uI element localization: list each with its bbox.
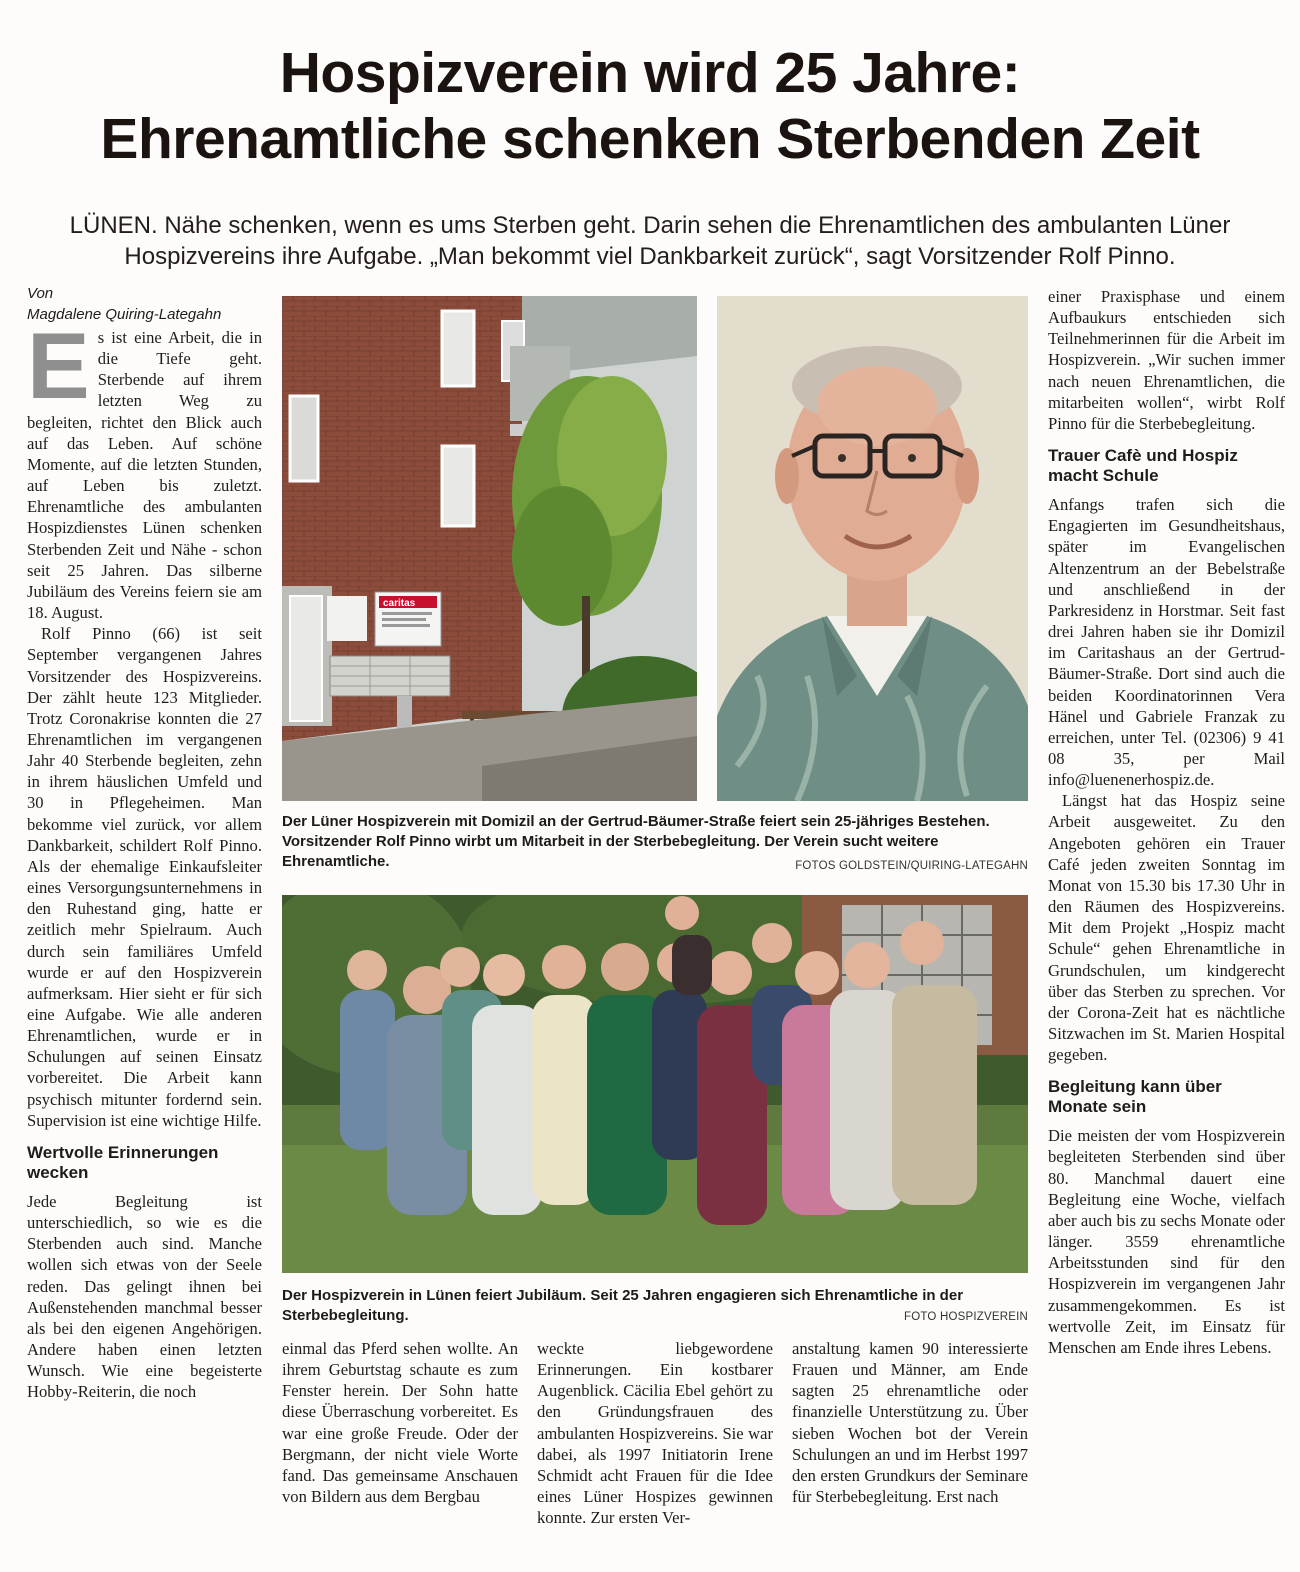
paragraph: Längst hat das Hospiz seine Arbeit ausgeweitet. Zu den Angeboten gehören ein Trauer Café jeden zweiten Sonntag im Monat von 15.30 bis 17.30 Uhr in den Räumen des Hospizvereins. Mit dem Projekt „Hospiz macht Schule“ gehen Ehrenamtliche in Grundschulen, um kindgerecht über das Sterben zu sprechen. Vor der Corona-Zeit hat es nächtliche Sitzwachen im St. Marien Hospital gegeben. [1048, 791, 1285, 1065]
subheading: Trauer Cafè und Hospiz macht Schule [1048, 446, 1238, 486]
lead-paragraph [40, 210, 1260, 272]
photo-caption-top: Der Lüner Hospizverein mit Domizil an der Gertrud-Bäumer-Straße feiert sein 25-jähriges Bestehen. Vorsitzender Rolf Pinno wirbt um Mitarbeit in der Sterbebegleitung. Der Verein sucht weitere Ehrenamtliche. [282, 813, 990, 870]
lead-line-1: LÜNEN. Nähe schenken, wenn es ums Sterben geht. Darin sehen die Ehrenamtlichen des ambulanten Lüner [69, 212, 1231, 239]
paragraph: Rolf Pinno (66) ist seit September vergangenen Jahres Vorsitzender des Hospizvereins. Der zählt heute 123 Mitglieder. Trotz Coronakrise konnten die 27 Ehrenamtlichen im vergangenen Jahr 40 Sterbende begleiten, zehn in ihrem häuslichen Umfeld und 30 in Pflegeheimen. Man bekomme viel zurück, vor allem Dankbarkeit, schildert Rolf Pinno. Als der ehemalige Einkaufsleiter eines Versorgungsunternehmens in den Ruhestand ging, hatte er zeitlich mehr Spielraum. Auch durch sein familiäres Umfeld wurde er auf den Hospizverein aufmerksam. Hier sieht er für sich eine Aufgabe. Wie alle anderen Ehrenamtlichen, wurde er in Schulungen auf seinen Einsatz vorbereitet. Die Arbeit kann psychisch mitunter fordernd sein. Supervision ist eine wichtige Hilfe. [27, 624, 262, 1130]
paragraph: einmal das Pferd sehen wollte. An ihrem Geburtstag schaute es zum Fenster herein. Der Sohn hatte diese Überraschung vorbereitet. Es war eine große Freude. Oder der Bergmann, der nicht viele Worte fand. Das gemeinsame Anschauen von Bildern aus dem Bergbau [282, 1339, 518, 1507]
column-5 [1048, 286, 1285, 1358]
column-4 [792, 1338, 1028, 1507]
byline-von: Von [27, 285, 54, 302]
paragraph: Die meisten der vom Hospizverein begleiteten Sterbenden sind über 80. Manchmal dauert eine Begleitung eine Woche, vielfach aber auch bis zu sechs Monate oder länger. 3559 ehrenamtliche Arbeitsstunden sind für den Hospizverein im vergangenen Jahr zusammengekommen. Es ist wertvolle Zeit, im Einsatz für Menschen am Ende ihres Lebens. [1048, 1126, 1285, 1357]
subheading: Begleitung kann über Monate sein [1048, 1077, 1222, 1117]
photo-group [282, 895, 1028, 1273]
photo-building [282, 296, 697, 801]
paragraph: weckte liebgewordene Erinnerungen. Ein kostbarer Augenblick. Cäcilia Ebel gehört zu den Gründungsfrauen des ambulanten Hospizvereins. Sie war dabei, als 1997 Initiatorin Irene Schmidt acht Frauen für die Idee eines Lüner Hospizes gewinnen konnte. Zur ersten Ver- [537, 1339, 773, 1528]
photo-portrait-rolf-pinno [717, 296, 1028, 801]
paragraph: anstaltung kamen 90 interessierte Frauen und Männer, am Ende sagten 25 ehrenamtliche oder finanzielle Unterstützung zu. Über sieben Wochen bot der Verein Schulungen an und im Herbst 1997 den ersten Grundkurs der Seminare für Sterbebegleitung. Erst nach [792, 1339, 1028, 1507]
photo-credit-top: FOTOS GOLDSTEIN/QUIRING-LATEGAHN [795, 860, 1028, 872]
caritas-sign-text: caritas [383, 598, 416, 609]
photo-caption-group: Der Hospizverein in Lünen feiert Jubiläum. Seit 25 Jahren engagieren sich Ehrenamtliche in der Sterbebegleitung. [282, 1287, 964, 1324]
column-3 [537, 1338, 773, 1528]
group-illustration [282, 895, 1028, 1273]
headline-line-1: Hospizverein wird 25 Jahre: [279, 41, 1021, 105]
intro-text: s ist eine Arbeit, die in die Tiefe geht. Sterbende auf ihrem letzten Weg zu begleiten, richtet den Blick auch auf das Leben. Auf schöne Momente, auf die letzten Stunden, auf Leben bis zuletzt. Ehrenamtliche des ambulanten Hospizdienstes Lünen schenken Sterbenden Zeit und Nähe - schon seit 25 Jahren. Das silberne Jubiläum des Vereins feiern sie am 18. August. [27, 328, 262, 623]
headline [20, 40, 1280, 172]
headline-line-2: Ehrenamtliche schenken Sterbenden Zeit [100, 107, 1200, 171]
lead-line-2: Hospizvereins ihre Aufgabe. „Man bekommt viel Dankbarkeit zurück“, sagt Vorsitzender Rolf Pinno. [124, 243, 1176, 270]
paragraph: Anfangs trafen sich die Engagierten im Gesundheitshaus, später im Evangelischen Altenzentrum an der Bebelstraße und anschließend in der Parkresidenz in Horstmar. Seit fast drei Jahren haben sie ihr Domizil im Caritashaus an der Gertrud-Bäumer-Straße. Dort sind auch die beiden Koordinatorinnen Vera Hänel und Gabriele Franzak zu erreichen, unter Tel. (02306) 9 41 08 35, per Mail info@luenenerhospiz.de. [1048, 495, 1285, 790]
paragraph: einer Praxisphase und einem Aufbaukurs entschieden sich Teilnehmerinnen für die Arbeit im Hospizverein. „Wir suchen immer nach neuen Ehrenamtlichen, die mitarbeiten wollen“, wirbt Rolf Pinno für die Sterbebegleitung. [1048, 287, 1285, 433]
byline-author: Magdalene Quiring-Lategahn [27, 306, 222, 323]
byline [27, 283, 262, 325]
paragraph: Jede Begleitung ist unterschiedlich, so wie es die Sterbenden auch sind. Manche wollen sich etwas von der Seele reden. Das gelingt ihnen bei Außenstehenden manchmal besser als bei den eigenen Angehörigen. Andere haben einen letzten Wunsch. Wie eine begeisterte Hobby-Reiterin, die noch [27, 1191, 262, 1402]
column-1 [27, 283, 262, 1403]
photo-credit-group: FOTO HOSPIZVEREIN [904, 1311, 1028, 1323]
drop-cap: E [27, 313, 90, 418]
subheading: Wertvolle Erinnerungen wecken [27, 1142, 219, 1182]
column-2 [282, 1338, 518, 1507]
portrait-illustration [717, 296, 1028, 801]
building-illustration [282, 296, 697, 801]
